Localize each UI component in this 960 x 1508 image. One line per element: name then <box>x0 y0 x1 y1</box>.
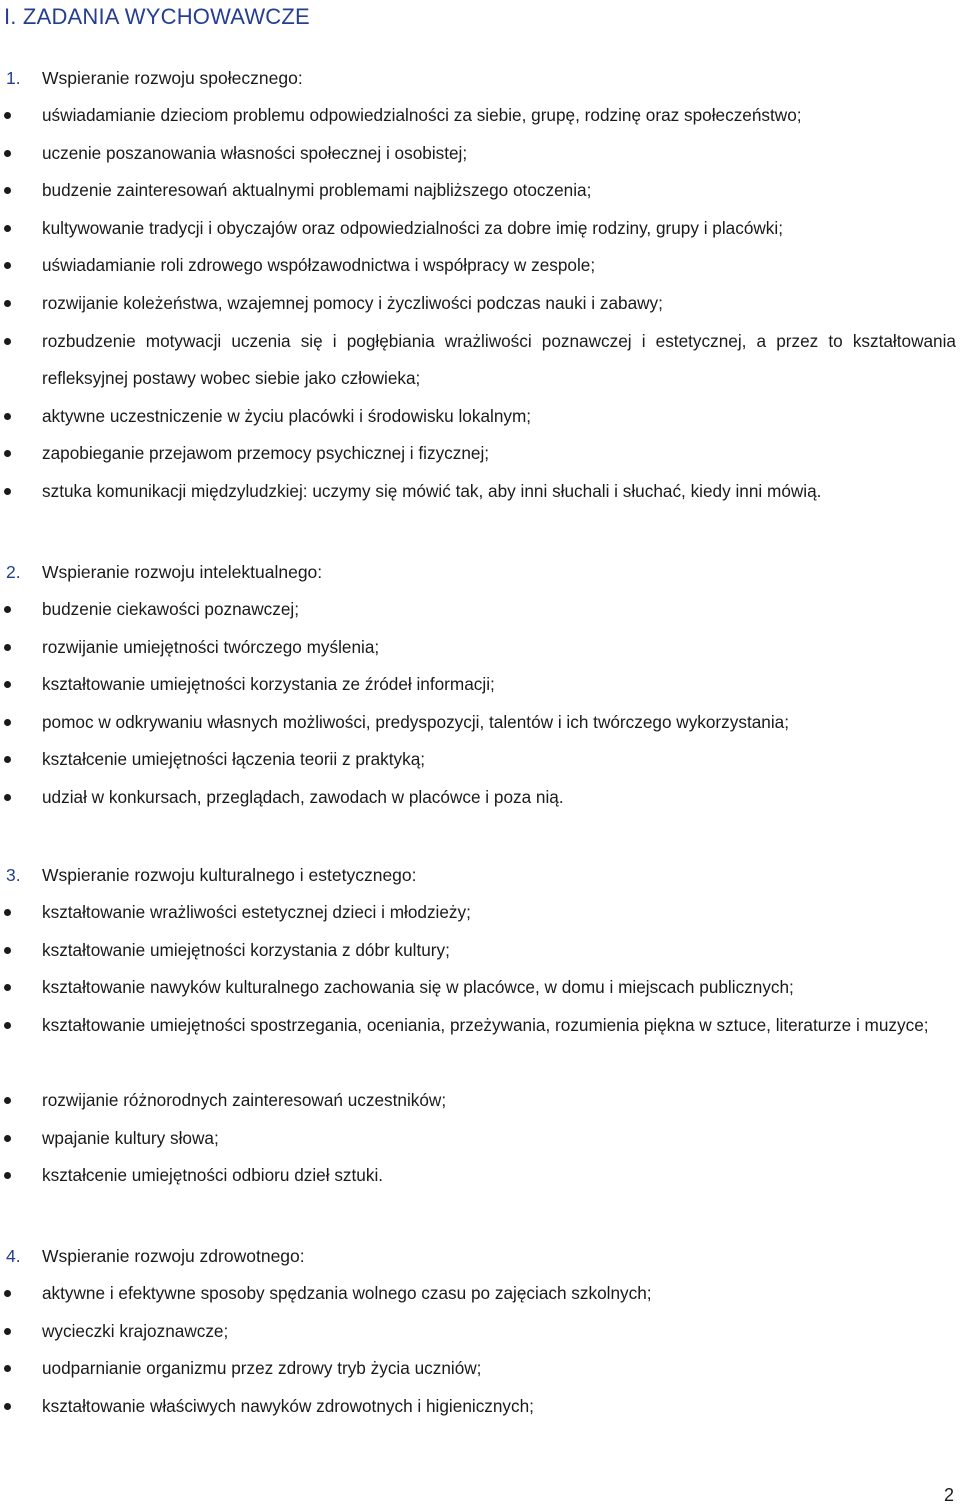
bullet-icon <box>4 756 11 763</box>
section-number: 1. <box>6 68 21 88</box>
section-heading <box>6 1244 305 1268</box>
bullet-icon <box>4 606 11 613</box>
section-title: Wspieranie rozwoju kulturalnego i estetycznego: <box>42 865 417 885</box>
section-title: Wspieranie rozwoju intelektualnego: <box>42 562 323 582</box>
item-list <box>0 1275 960 1425</box>
list-item: kształtowanie właściwych nawyków zdrowotnych i higienicznych; <box>0 1388 960 1426</box>
page-title: I. ZADANIA WYCHOWAWCZE <box>4 4 310 29</box>
bullet-icon <box>4 1328 11 1335</box>
bullet-icon <box>4 112 11 119</box>
section-number: 3. <box>6 865 21 885</box>
list-item: kształcenie umiejętności odbioru dzieł sztuki. <box>0 1157 960 1195</box>
list-item: rozbudzenie motywacji uczenia się i pogłębiania wrażliwości poznawczej i estetycznej, a przez to kształtowania refleksyjnej postawy wobec siebie jako człowieka; <box>0 323 960 398</box>
bullet-icon <box>4 681 11 688</box>
bullet-icon <box>4 1365 11 1372</box>
item-list <box>0 97 960 511</box>
list-item: uodparnianie organizmu przez zdrowy tryb życia uczniów; <box>0 1350 960 1388</box>
list-item: kształcenie umiejętności łączenia teorii z praktyką; <box>0 741 960 779</box>
list-item: udział w konkursach, przeglądach, zawodach w placówce i poza nią. <box>0 779 960 817</box>
bullet-icon <box>4 984 11 991</box>
list-item: budzenie zainteresowań aktualnymi problemami najbliższego otoczenia; <box>0 172 960 210</box>
list-item: zapobieganie przejawom przemocy psychicznej i fizycznej; <box>0 435 960 473</box>
list-item: rozwijanie umiejętności twórczego myślenia; <box>0 629 960 667</box>
bullet-icon <box>4 450 11 457</box>
bullet-icon <box>4 488 11 495</box>
bullet-icon <box>4 1022 11 1029</box>
bullet-icon <box>4 644 11 651</box>
bullet-icon <box>4 1172 11 1179</box>
list-item: budzenie ciekawości poznawczej; <box>0 591 960 629</box>
bullet-icon <box>4 909 11 916</box>
bullet-icon <box>4 150 11 157</box>
list-item: kształtowanie umiejętności spostrzegania, oceniania, przeżywania, rozumienia piękna w sztuce, literaturze i muzyce; <box>0 1007 960 1082</box>
bullet-icon <box>4 1097 11 1104</box>
page-number: 2 <box>943 1485 954 1505</box>
section-title: Wspieranie rozwoju społecznego: <box>42 68 303 88</box>
list-item: aktywne uczestniczenie w życiu placówki i środowisku lokalnym; <box>0 398 960 436</box>
list-item: uczenie poszanowania własności społecznej i osobistej; <box>0 135 960 173</box>
section-number: 4. <box>6 1246 21 1266</box>
list-item: rozwijanie koleżeństwa, wzajemnej pomocy i życzliwości podczas nauki i zabawy; <box>0 285 960 323</box>
bullet-icon <box>4 719 11 726</box>
bullet-icon <box>4 413 11 420</box>
list-item: kultywowanie tradycji i obyczajów oraz odpowiedzialności za dobre imię rodziny, grupy i placówki; <box>0 210 960 248</box>
bullet-icon <box>4 947 11 954</box>
bullet-icon <box>4 338 11 345</box>
bullet-icon <box>4 1290 11 1297</box>
bullet-icon <box>4 300 11 307</box>
bullet-icon <box>4 1403 11 1410</box>
list-item: wpajanie kultury słowa; <box>0 1120 960 1158</box>
list-item: pomoc w odkrywaniu własnych możliwości, predyspozycji, talentów i ich twórczego wykorzystania; <box>0 704 960 742</box>
section-number: 2. <box>6 562 21 582</box>
item-list <box>0 894 960 1195</box>
section-heading <box>6 66 303 90</box>
section-heading <box>6 560 322 584</box>
section-heading <box>6 863 417 887</box>
item-list <box>0 591 960 817</box>
section-title: Wspieranie rozwoju zdrowotnego: <box>42 1246 305 1266</box>
list-item: aktywne i efektywne sposoby spędzania wolnego czasu po zajęciach szkolnych; <box>0 1275 960 1313</box>
list-item: kształtowanie wrażliwości estetycznej dzieci i młodzieży; <box>0 894 960 932</box>
list-item: kształtowanie umiejętności korzystania z dóbr kultury; <box>0 932 960 970</box>
bullet-icon <box>4 1135 11 1142</box>
list-item: uświadamianie roli zdrowego współzawodnictwa i współpracy w zespole; <box>0 247 960 285</box>
bullet-icon <box>4 225 11 232</box>
list-item: rozwijanie różnorodnych zainteresowań uczestników; <box>0 1082 960 1120</box>
bullet-icon <box>4 187 11 194</box>
list-item: sztuka komunikacji międzyludzkiej: uczymy się mówić tak, aby inni słuchali i słuchać, kiedy inni mówią. <box>0 473 960 511</box>
bullet-icon <box>4 262 11 269</box>
list-item: wycieczki krajoznawcze; <box>0 1313 960 1351</box>
list-item: kształtowanie nawyków kulturalnego zachowania się w placówce, w domu i miejscach publicznych; <box>0 969 960 1007</box>
list-item: kształtowanie umiejętności korzystania ze źródeł informacji; <box>0 666 960 704</box>
bullet-icon <box>4 794 11 801</box>
list-item: uświadamianie dzieciom problemu odpowiedzialności za siebie, grupę, rodzinę oraz społeczeństwo; <box>0 97 960 135</box>
